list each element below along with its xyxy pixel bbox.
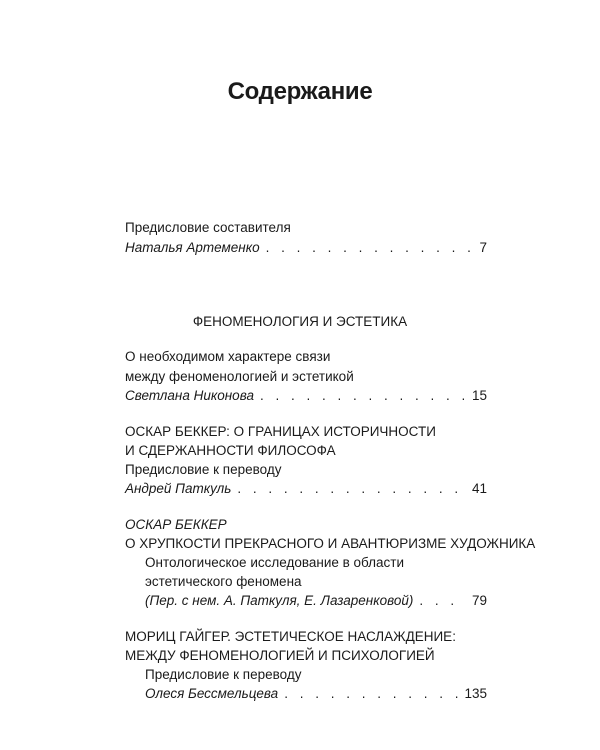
toc-page-number: 79 (471, 593, 487, 608)
section-title: ФЕНОМЕНОЛОГИЯ И ЭСТЕТИКА (192, 314, 408, 329)
toc-entry-author-line[interactable] (125, 238, 487, 258)
toc-entry-subtitle: Предисловие к переводу (145, 667, 302, 682)
page-title: Содержание (227, 78, 373, 105)
toc-page-number: 135 (464, 686, 487, 701)
toc-entry-title: МЕЖДУ ФЕНОМЕНОЛОГИЕЙ И ПСИХОЛОГИЕЙ (125, 648, 435, 663)
toc-entry-author-line[interactable] (145, 684, 487, 704)
toc-entry-title: ОСКАР БЕККЕР: О ГРАНИЦАХ ИСТОРИЧНОСТИ (125, 424, 436, 439)
toc-page-number: 15 (471, 388, 487, 403)
toc-entry-author-line[interactable] (145, 591, 487, 611)
toc-entry-title: между феноменологией и эстетикой (125, 369, 354, 384)
dot-leader (419, 591, 466, 611)
toc-entry-author: Наталья Артеменко (125, 240, 260, 255)
toc-entry-subtitle: Онтологическое исследование в области (145, 555, 405, 570)
toc-entry-author: Светлана Никонова (125, 388, 254, 403)
dot-leader (266, 238, 474, 258)
dot-leader (260, 386, 466, 406)
toc-entry-subtitle: эстетического феномена (145, 574, 302, 589)
toc-entry-author-top: ОСКАР БЕККЕР (125, 517, 227, 532)
toc-page-number: 41 (471, 481, 487, 496)
toc-entry-translator: (Пер. с нем. А. Паткуля, Е. Лазаренковой) (145, 593, 414, 608)
toc-entry-author: Олеся Бессмельцева (145, 686, 279, 701)
toc-entry-title: МОРИЦ ГАЙГЕР. ЭСТЕТИЧЕСКОЕ НАСЛАЖДЕНИЕ: (125, 629, 456, 644)
dot-leader (284, 684, 458, 704)
toc-entry-author-line[interactable] (125, 386, 487, 406)
dot-leader (237, 479, 466, 499)
toc-entry-title: О ХРУПКОСТИ ПРЕКРАСНОГО И АВАНТЮРИЗМЕ ХУДОЖНИКА (125, 536, 536, 551)
toc-entry-author-line[interactable] (125, 479, 487, 499)
toc-entry-title: И СДЕРЖАННОСТИ ФИЛОСОФА (125, 443, 336, 458)
toc-entry-heading: Предисловие составителя (125, 220, 291, 235)
toc-entry-subtitle: Предисловие к переводу (125, 462, 282, 477)
toc-page-number: 7 (479, 240, 487, 255)
toc-entry-author: Андрей Паткуль (125, 481, 232, 496)
toc-entry-title: О необходимом характере связи (125, 349, 331, 364)
